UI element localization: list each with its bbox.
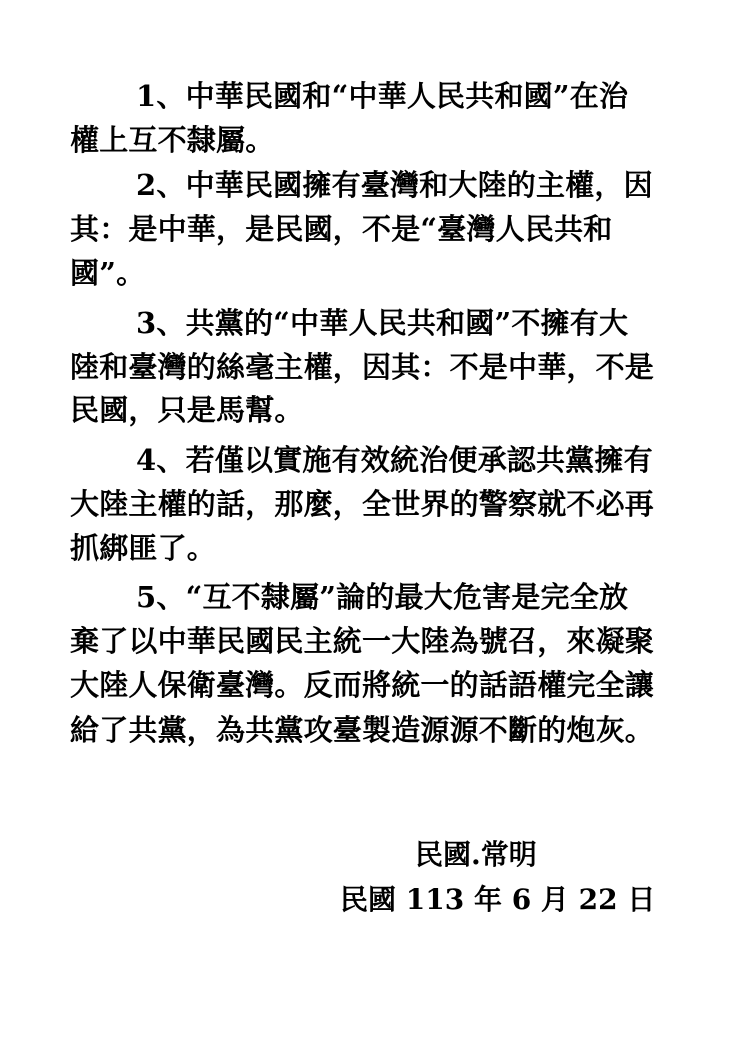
paragraph-3-line-1: 3、共黨的“中華人民共和國”不擁有大 — [136, 306, 629, 340]
paragraph-3-line-2: 陸和臺灣的絲毫主權，因其：不是中華，不是 — [70, 350, 655, 384]
paragraph-5-line-3: 大陸人保衛臺灣。反而將統一的話語權完全讓 — [70, 668, 655, 702]
paragraph-4-line-1: 4、若僅以實施有效統治便承認共黨擁有 — [136, 443, 653, 477]
paragraph-5-line-1: 5、“互不隸屬”論的最大危害是完全放 — [136, 580, 629, 614]
paragraph-4-line-3: 抓綁匪了。 — [70, 531, 217, 565]
signature-author: 民國.常明 — [415, 838, 537, 871]
paragraph-5-line-4: 給了共黨，為共黨攻臺製造源源不斷的炮灰。 — [70, 713, 655, 747]
paragraph-2-line-2: 其：是中華，是民國，不是“臺灣人民共和 — [70, 212, 613, 246]
paragraph-5-line-2: 棄了以中華民國民主統一大陸為號召，來凝聚 — [70, 624, 655, 658]
paragraph-3-line-3: 民國，只是馬幫。 — [70, 393, 304, 427]
paragraph-2-line-1: 2、中華民國擁有臺灣和大陸的主權，因 — [136, 168, 653, 202]
signature-date: 民國 113 年 6 月 22 日 — [340, 883, 656, 916]
paragraph-1-line-1: 1、中華民國和“中華人民共和國”在治 — [136, 79, 629, 113]
paragraph-1-line-2: 權上互不隸屬。 — [70, 123, 275, 157]
paragraph-2-line-3: 國”。 — [70, 256, 146, 290]
paragraph-4-line-2: 大陸主權的話，那麼，全世界的警察就不必再 — [70, 487, 655, 521]
